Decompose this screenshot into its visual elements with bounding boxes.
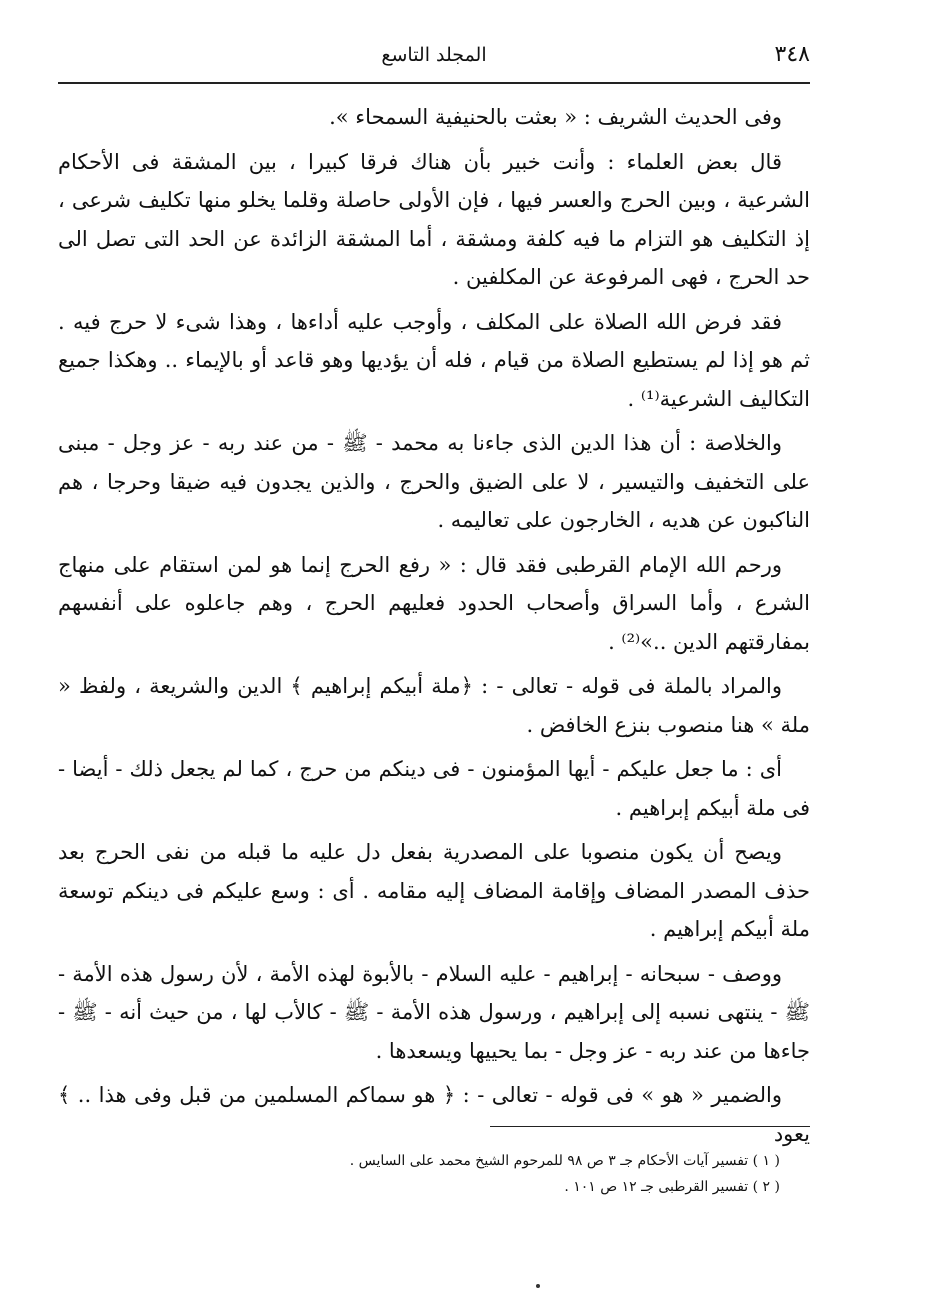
running-title: المجلد التاسع [381,44,487,66]
paragraph-7: أى : ما جعل عليكم - أيها المؤمنون - فى دينكم من حرج ، كما لم يجعل ذلك - أيضا - فى ملة أبيكم إبراهيم . [58,757,810,820]
paragraph-9: ووصف - سبحانه - إبراهيم - عليه السلام - بالأبوة لهذه الأمة ، لأن رسول هذه الأمة - ﷺ - ينتهى نسبه إلى إبراهيم ، ورسول هذه الأمة - ﷺ - كالأب لها ، من حيث أنه - ﷺ - جاءها من عند ربه - عز وجل - بما يحييها ويسعدها . [58,961,810,1063]
body-text [58,98,810,1159]
paragraph-2: قال بعض العلماء : وأنت خبير بأن هناك فرقا كبيرا ، بين المشقة فى الأحكام الشرعية ، وبين الحرج والعسر فيها ، فإن الأولى حاصلة وقلما يخلو منها تكليف شرعى ، إذ التكليف هو التزام ما فيه كلفة ومشقة ، أما المشقة الزائدة عن الحد التى تصل الى حد الحرج ، فهى المرفوعة عن المكلفين . [58,149,810,289]
page-header [58,40,810,76]
page-number: ٣٤٨ [774,42,810,67]
paragraph-1: وفى الحديث الشريف : « بعثت بالحنيفية السمحاء ». [329,105,782,129]
paragraph-5: ورحم الله الإمام القرطبى فقد قال : « رفع الحرج إنما هو لمن استقام على منهاج الشرع ، وأما السراق وأصحاب الحدود فعليهم الحرج ، وهم جاعلوه على أنفسهم بمفارقتهم الدين ..»⁽²⁾ . [58,552,810,654]
paragraph-8: ويصح أن يكون منصوبا على المصدرية بفعل دل عليه ما قبله من نفى الحرج بعد حذف المصدر المضاف وإقامة المضاف إليه مقامه . أى : وسع عليكم فى دينكم توسعة ملة أبيكم إبراهيم . [58,840,810,941]
footnote-2: ( ٢ ) تفسير القرطبى جـ ١٢ ص ١٠١ . [564,1179,780,1195]
paragraph-10: والضمير « هو » فى قوله - تعالى - : ﴿ هو سماكم المسلمين من قبل وفى هذا .. ﴾ يعود [58,1083,810,1146]
footnotes [58,1148,806,1200]
header-rule [58,82,810,84]
footnote-1: ( ١ ) تفسير آيات الأحكام جـ ٣ ص ٩٨ للمرحوم الشيخ محمد على السايس . [349,1153,780,1169]
scan-speck [536,1284,540,1288]
paragraph-4: والخلاصة : أن هذا الدين الذى جاءنا به محمد - ﷺ - من عند ربه - عز وجل - مبنى على التخفيف والتيسير ، لا على الضيق والحرج ، والذين يجدون فيه ضيقا وحرجا ، هم الناكبون عن هديه ، الخارجون على تعاليمه . [58,431,810,532]
paragraph-3: فقد فرض الله الصلاة على المكلف ، وأوجب عليه أداءها ، وهذا شىء لا حرج فيه . ثم هو إذا لم يستطيع الصلاة من قيام ، فله أن يؤديها وهو قاعد أو بالإيماء .. وهكذا جميع التكاليف الشرعية⁽¹⁾ . [58,309,810,411]
footnote-rule [490,1126,810,1127]
paragraph-6: والمراد بالملة فى قوله - تعالى - : ﴿ملة أبيكم إبراهيم ﴾ الدين والشريعة ، ولفظ « ملة » هنا منصوب بنزع الخافض . [58,674,810,737]
